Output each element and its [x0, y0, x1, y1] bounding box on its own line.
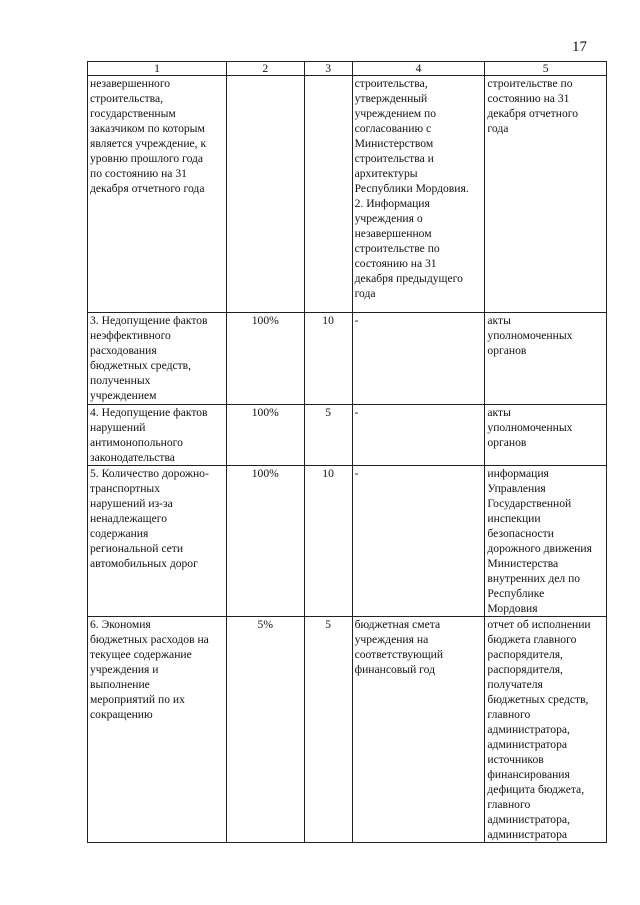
points-cell: 5	[304, 617, 352, 843]
weight-cell: 5%	[226, 617, 304, 843]
source-cell: акты уполномоченных органов	[485, 313, 607, 405]
table-row	[88, 617, 607, 843]
source-cell: отчет об исполнении бюджета главного распорядителя, распорядителя, получателя бюджетных средств, главного администратора, администратора источников финансирования дефицита бюджета, главного администратора, администратора	[485, 617, 607, 843]
criteria-table	[87, 61, 607, 843]
source-cell: акты уполномоченных органов	[485, 405, 607, 466]
weight-cell: 100%	[226, 405, 304, 466]
basis-cell: бюджетная смета учреждения на соответствующий финансовый год	[352, 617, 485, 843]
points-cell: 10	[304, 466, 352, 617]
table-row	[88, 405, 607, 466]
weight-cell: 100%	[226, 313, 304, 405]
criterion-cell: 5. Количество дорожно- транспортных нарушений из-за ненадлежащего содержания региональной сети автомобильных дорог	[88, 466, 227, 617]
source-cell: информация Управления Государственной инспекции безопасности дорожного движения Министерства внутренних дел по Республике Мордовия	[485, 466, 607, 617]
source-cell: строительстве по состоянию на 31 декабря отчетного года	[485, 76, 607, 313]
criterion-cell: незавершенного строительства, государственным заказчиком по которым является учреждение, к уровню прошлого года по состоянию на 31 декабря отчетного года	[88, 76, 227, 313]
header-row	[88, 62, 607, 76]
points-cell	[304, 76, 352, 313]
column-header-2: 2	[226, 62, 304, 76]
table-body	[88, 76, 607, 843]
basis-cell: -	[352, 466, 485, 617]
weight-cell: 100%	[226, 466, 304, 617]
table-row	[88, 466, 607, 617]
basis-cell: строительства, утвержденный учреждением по согласованию с Министерством строительства и архитектуры Республики Мордовия. 2. Информация учреждения о незавершенном строительстве по состоянию на 31 декабря предыдущего года	[352, 76, 485, 313]
points-cell: 10	[304, 313, 352, 405]
table-row	[88, 313, 607, 405]
column-header-1: 1	[88, 62, 227, 76]
table-row	[88, 76, 607, 313]
criterion-cell: 4. Недопущение фактов нарушений антимонопольного законодательства	[88, 405, 227, 466]
points-cell: 5	[304, 405, 352, 466]
column-header-3: 3	[304, 62, 352, 76]
column-header-5: 5	[485, 62, 607, 76]
table-header	[88, 62, 607, 76]
criterion-cell: 6. Экономия бюджетных расходов на текущее содержание учреждения и выполнение мероприятий по их сокращению	[88, 617, 227, 843]
page-number: 17	[572, 39, 587, 55]
basis-cell: -	[352, 313, 485, 405]
column-header-4: 4	[352, 62, 485, 76]
basis-cell: -	[352, 405, 485, 466]
weight-cell	[226, 76, 304, 313]
criterion-cell: 3. Недопущение фактов неэффективного расходования бюджетных средств, полученных учреждением	[88, 313, 227, 405]
